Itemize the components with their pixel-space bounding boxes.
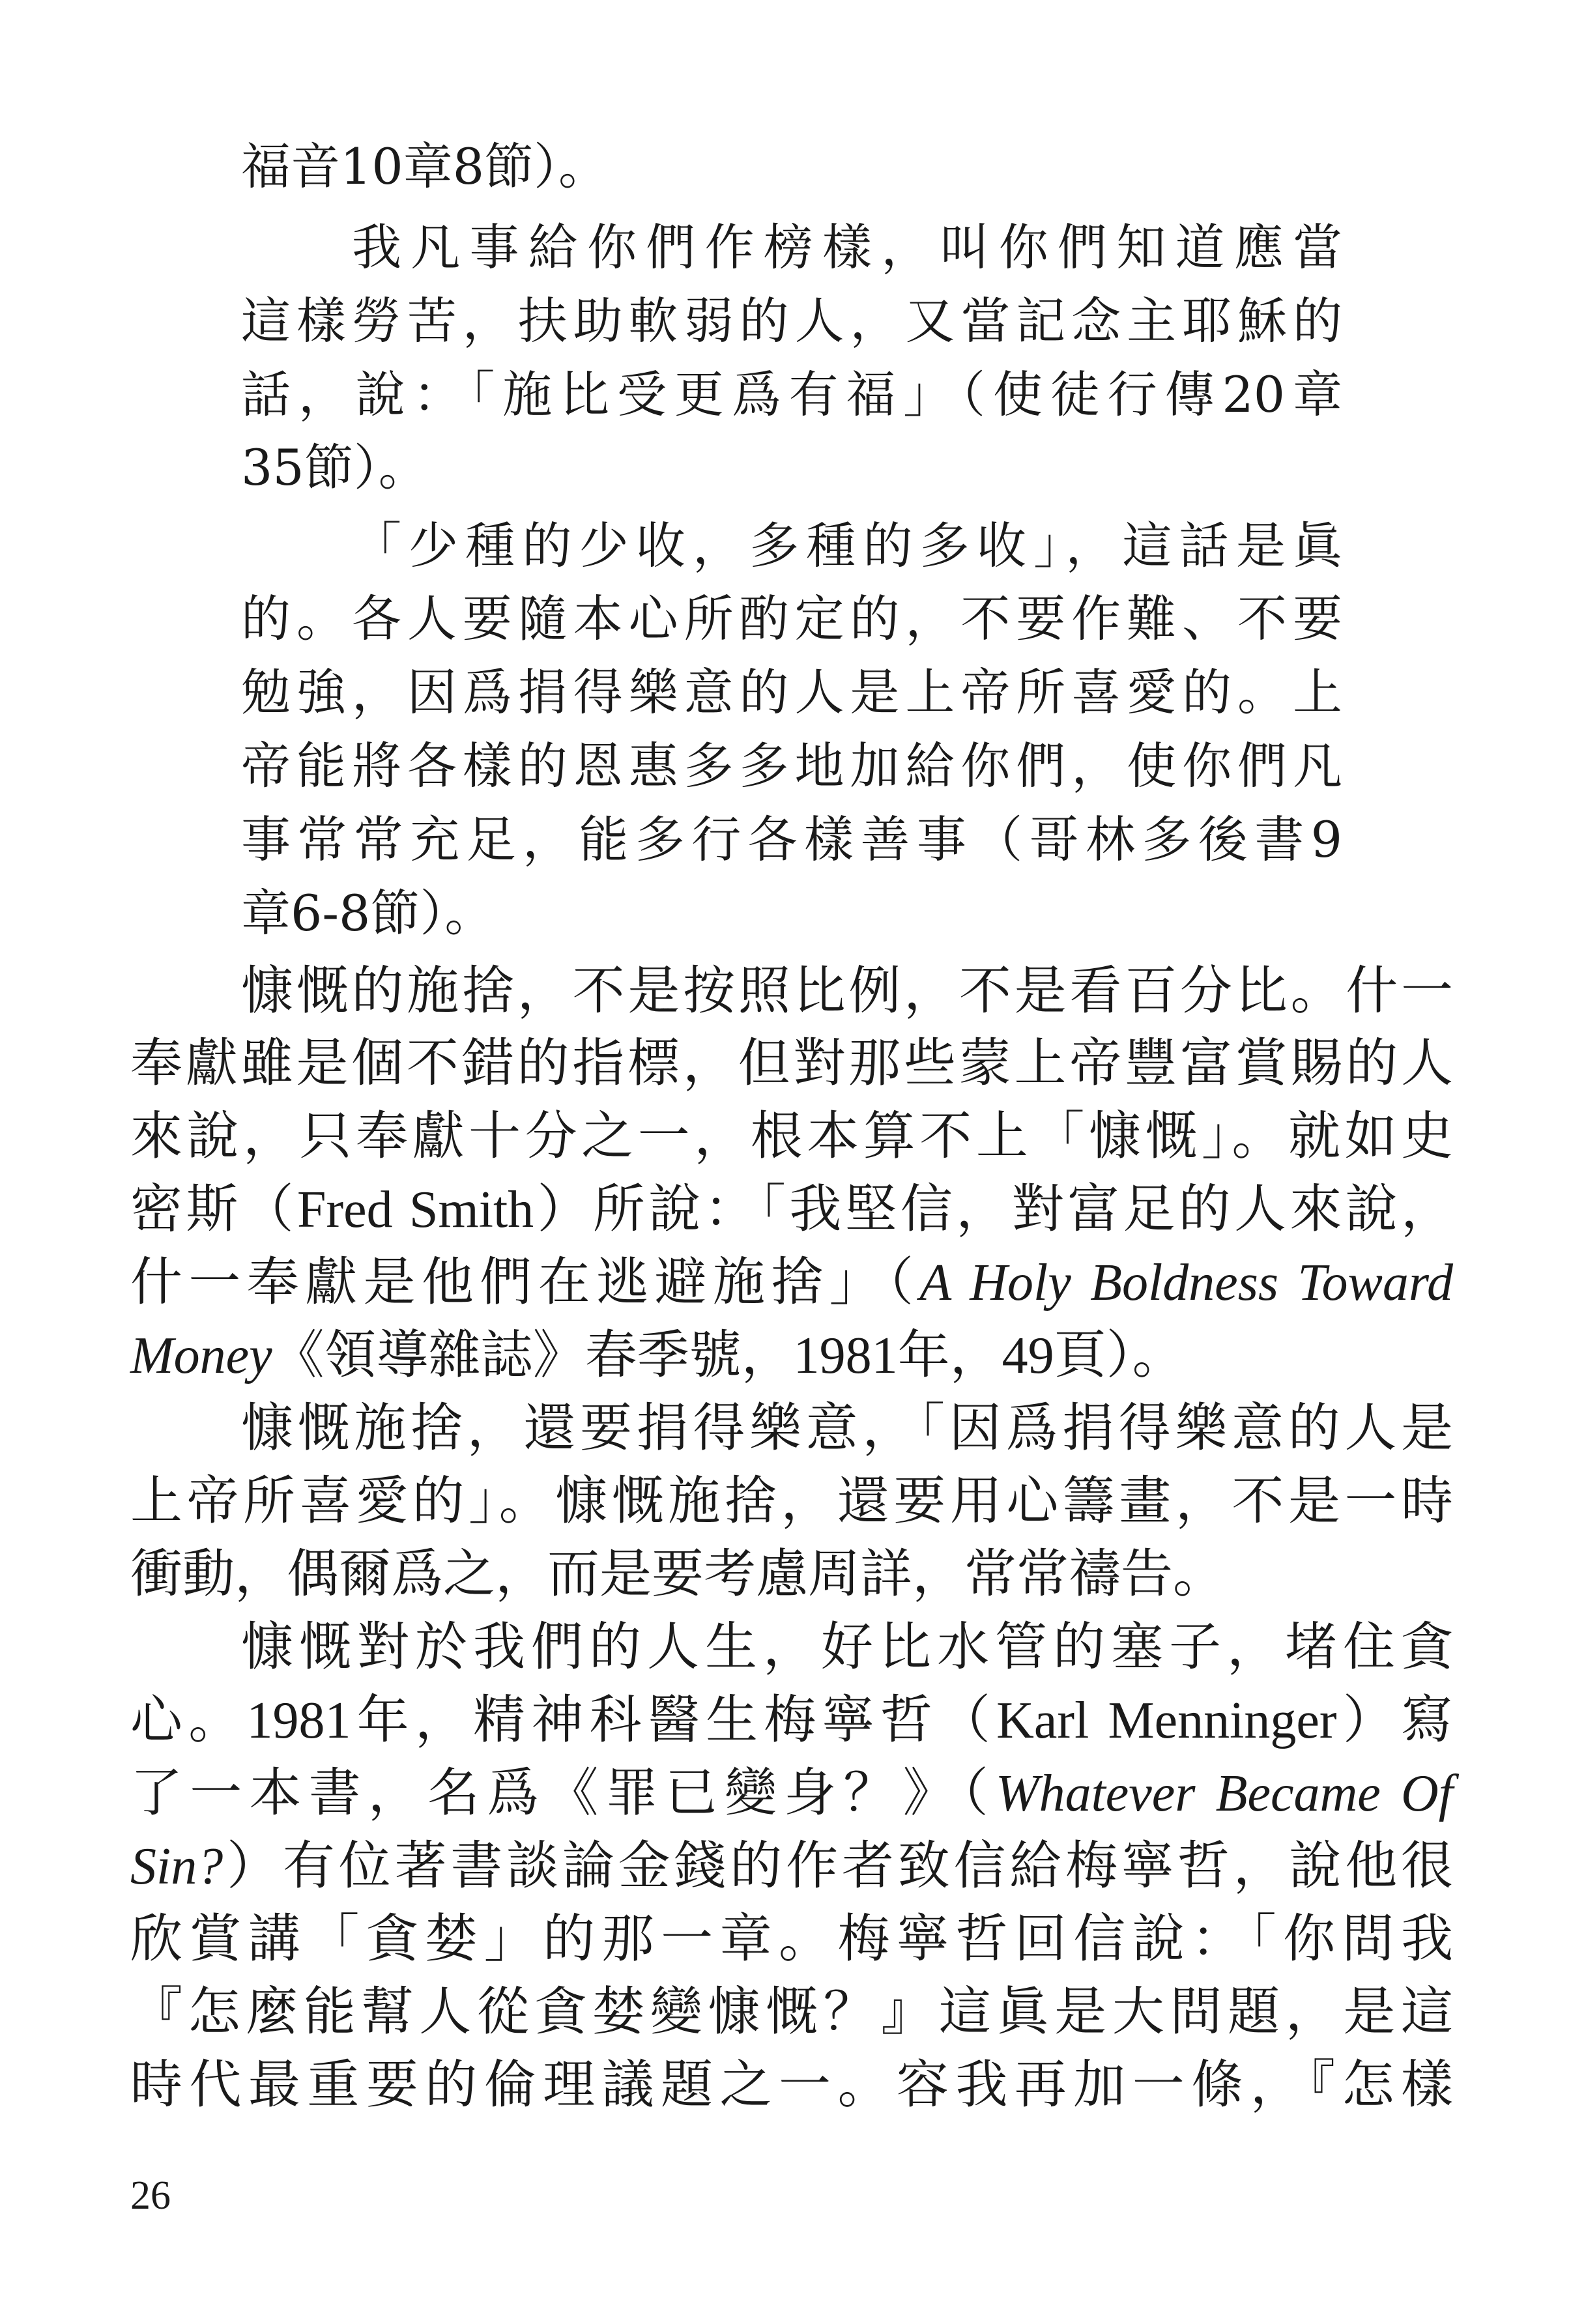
body-line <box>130 1254 1454 1312</box>
body-line: 衝動，偶爾爲之，而是要考慮周詳，常常禱告。 <box>130 1546 1225 1603</box>
body-text: 了一本書，名爲《罪已變身？》（ <box>130 1765 996 1822</box>
quote-line: 我凡事給你們作榜樣，叫你們知道應當 <box>352 218 1342 276</box>
body-line: 來說，只奉獻十分之一，根本算不上「慷慨」。就如史 <box>130 1108 1453 1166</box>
body-line: 時代最重要的倫理議題之一。容我再加一條，『怎樣 <box>130 2057 1453 2114</box>
body-line: 慷慨對於我們的人生，好比水管的塞子，堵住貪 <box>241 1619 1453 1676</box>
book-title-italic: Whatever Became Of <box>995 1765 1453 1822</box>
quote-line: 這樣勞苦，扶助軟弱的人，又當記念主耶穌的 <box>241 292 1342 350</box>
body-text: 《領導雜誌》春季號，1981年，49頁）。 <box>272 1327 1185 1384</box>
body-line: 慷慨的施捨，不是按照比例，不是看百分比。什一 <box>241 963 1453 1020</box>
quote-line: 福音10章8節）。 <box>241 137 609 195</box>
quote-line: 帝能將各樣的恩惠多多地加給你們，使你們凡 <box>241 737 1342 795</box>
quote-line: 35節）。 <box>241 438 428 496</box>
quote-line: 的。各人要隨本心所酌定的，不要作難、不要 <box>241 590 1342 648</box>
body-line: 『怎麼能幫人從貪婪變慷慨？』這眞是大問題，是這 <box>130 1984 1453 2041</box>
body-line: 密斯（Fred Smith）所說：「我堅信，對富足的人來說， <box>130 1181 1453 1239</box>
body-line <box>130 1765 1453 1822</box>
body-line: 欣賞講「貪婪」的那一章。梅寧哲回信說：「你問我 <box>130 1911 1453 1968</box>
body-line: 上帝所喜愛的」。慷慨施捨，還要用心籌畫，不是一時 <box>130 1473 1453 1530</box>
body-line: 慷慨施捨，還要捐得樂意，「因爲捐得樂意的人是 <box>241 1400 1453 1457</box>
quote-line: 勉強，因爲捐得樂意的人是上帝所喜愛的。上 <box>241 663 1342 721</box>
page-number: 26 <box>130 2173 171 2218</box>
body-line <box>130 1327 1453 1384</box>
book-title-italic: Money <box>130 1327 272 1384</box>
quote-line: 話，說：「施比受更爲有福」（使徒行傳20章 <box>241 366 1342 423</box>
book-title-italic: Sin? <box>130 1838 223 1895</box>
book-title-italic: A Holy Boldness Toward <box>919 1254 1454 1312</box>
body-text: ）有位著書談論金錢的作者致信給梅寧哲，說他很 <box>223 1838 1453 1895</box>
body-line: 心。1981年，精神科醫生梅寧哲（Karl Menninger）寫 <box>130 1692 1453 1749</box>
quote-line: 「少種的少收，多種的多收」，這話是眞 <box>352 517 1342 575</box>
body-text: 什一奉獻是他們在逃避施捨」（ <box>130 1254 920 1312</box>
quote-line: 章6-8節）。 <box>241 884 495 942</box>
body-line: 奉獻雖是個不錯的指標，但對那些蒙上帝豐富賞賜的人 <box>130 1035 1453 1093</box>
quote-line: 事常常充足，能多行各樣善事（哥林多後書9 <box>241 811 1342 868</box>
body-line <box>130 1838 1453 1895</box>
